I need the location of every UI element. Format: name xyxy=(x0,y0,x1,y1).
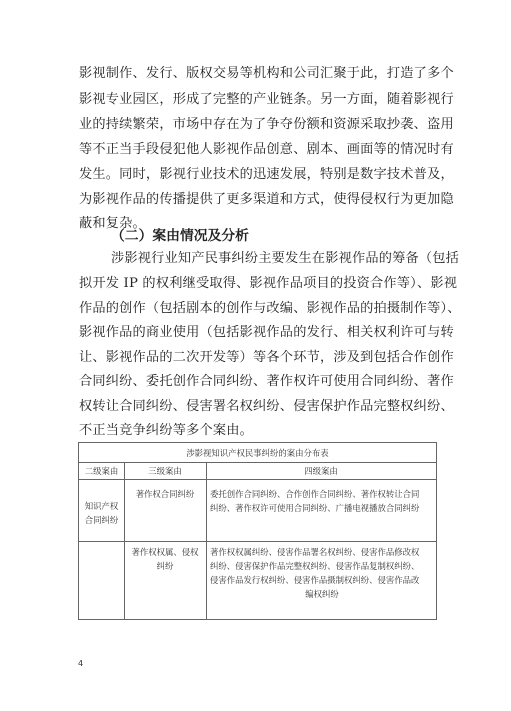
table-divider xyxy=(124,462,125,620)
paragraph-line: 发生。同时，影视行业技术的迅速发展，特别是数字技术普及， xyxy=(79,167,454,182)
paragraph-line: 拟开发 IP 的权利继受取得、影视作品项目的投资合作等）、影视 xyxy=(79,276,458,291)
table-cell-line: 著作权权属纠纷、侵害作品署名权纠纷、侵害作品修改权 xyxy=(210,547,420,557)
table-cell-line: 侵害作品发行权纠纷、侵害作品摄制权纠纷、侵害作品改 xyxy=(210,575,420,585)
paragraph-line: 等不正当手段侵犯他人影视作品创意、剧本、画面等的情况时有 xyxy=(79,142,454,157)
table-cell-line: 纠纷 xyxy=(156,561,174,571)
table-group-label xyxy=(79,499,124,527)
section-heading: （二）案由情况及分析 xyxy=(111,228,249,244)
table-cell-level4 xyxy=(210,487,434,515)
paragraph-line: 为影视作品的传播提供了更多渠道和方式，使得侵权行为更加隐 xyxy=(79,192,454,207)
paragraph-line: 影视制作、发行、版权交易等机构和公司汇聚于此，打造了多个 xyxy=(79,66,454,81)
paragraph-line: 蔽和复杂。 xyxy=(79,216,146,231)
table-title: 涉影视知识产权民事纠纷的案由分布表 xyxy=(186,448,329,458)
table-cell-line: 纠纷、侵害保护作品完整权纠纷、侵害作品复制权纠纷、 xyxy=(210,561,420,571)
paragraph-line: 业的持续繁荣，市场中存在为了争夺份额和资源采取抄袭、盗用 xyxy=(79,117,454,132)
paragraph-line: 影视作品的商业使用（包括影视作品的发行、相关权利许可与转 xyxy=(79,325,454,340)
table-divider xyxy=(79,479,436,480)
table-header: 二级案由 xyxy=(84,466,119,476)
table-cell-line: 委托创作合同纠纷、合作创作合同纠纷、著作权转让合同 xyxy=(210,489,420,499)
table-header: 三级案由 xyxy=(148,466,182,476)
table-cell-line: 编权纠纷 xyxy=(305,589,339,599)
table-header: 四级案由 xyxy=(304,466,338,476)
table-divider xyxy=(206,462,207,620)
table-cell-level3 xyxy=(124,487,206,501)
table-cell-level3 xyxy=(124,545,206,573)
paragraph-line: 作品的创作（包括剧本的创作与改编、影视作品的拍摄制作等）、 xyxy=(79,301,461,316)
table-divider xyxy=(79,462,436,463)
table-divider xyxy=(79,541,436,542)
case-distribution-table xyxy=(78,442,437,620)
table-cell-line: 纠纷、著作权许可使用合同纠纷、广播电视播放合同纠纷 xyxy=(210,503,420,513)
paragraph-line: 合同纠纷、委托创作合同纠纷、著作权许可使用合同纠纷、著作 xyxy=(79,374,454,389)
table-cell-line: 著作权权属、侵权 xyxy=(131,547,199,557)
paragraph-line: 不正当竞争纠纷等多个案由。 xyxy=(79,423,254,438)
table-cell-line: 合同纠纷 xyxy=(84,515,119,525)
table-cell-line: 知识产权 xyxy=(84,501,119,511)
page-number: 4 xyxy=(78,659,84,668)
paragraph-line: 涉影视行业知产民事纠纷主要发生在影视作品的筹备（包括 xyxy=(111,251,460,266)
table-cell-level4 xyxy=(210,545,434,601)
paragraph-line: 权转让合同纠纷、侵害署名权纠纷、侵害保护作品完整权纠纷、 xyxy=(79,399,454,414)
paragraph-line: 让、影视作品的二次开发等）等各个环节，涉及到包括合作创作 xyxy=(79,350,454,365)
table-cell-line: 著作权合同纠纷 xyxy=(135,489,195,499)
paragraph-line: 影视专业园区，形成了完整的产业链条。另一方面，随着影视行 xyxy=(79,92,454,107)
